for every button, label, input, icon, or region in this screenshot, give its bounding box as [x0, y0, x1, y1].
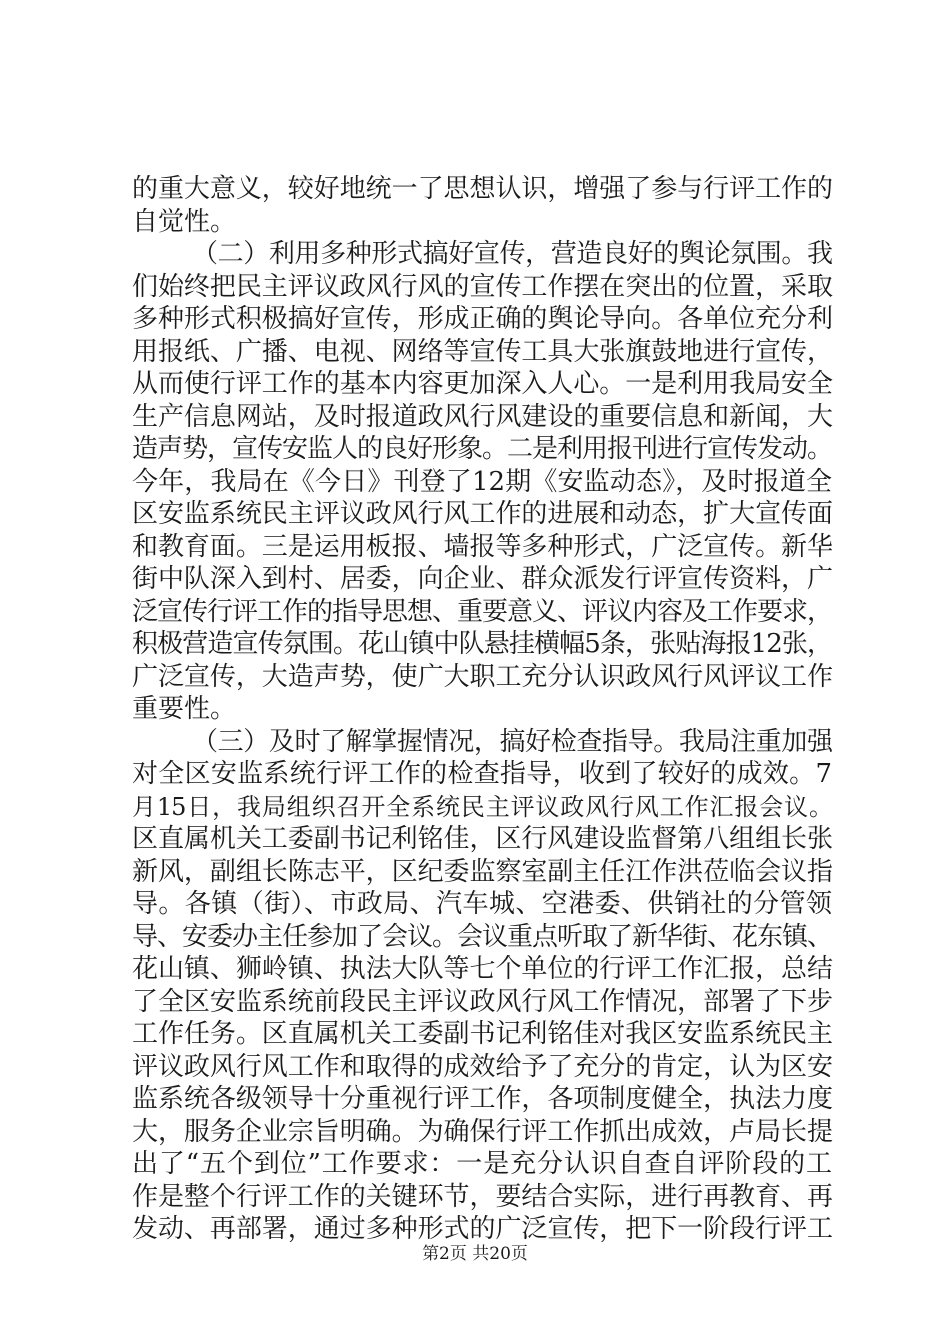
text-line: 工作任务。区直属机关工委副书记利铭佳对我区安监系统民主: [132, 1019, 832, 1049]
text-line: 造声势，宣传安监人的良好形象。二是利用报刊进行宣传发动。: [132, 434, 833, 464]
section-heading-line: （三）及时了解掌握情况，搞好检查指导。我局注重加强: [192, 726, 832, 757]
page-footer: 第2页 共20页: [422, 1244, 528, 1264]
text-line: 和教育面。三是运用板报、墙报等多种形式，广泛宣传。新华: [132, 531, 832, 562]
document-body: [132, 173, 832, 1246]
text-line: 积极营造宣传氛围。花山镇中队悬挂横幅5条，张贴海报12张，: [132, 629, 832, 659]
text-line: 从而使行评工作的基本内容更加深入人心。一是利用我局安全: [132, 369, 832, 399]
text-line: 作是整个行评工作的关键环节，要结合实际，进行再教育、再: [132, 1181, 832, 1212]
text-line: 多种形式积极搞好宣传，形成正确的舆论导向。各单位充分利: [132, 304, 832, 334]
text-line: 月15日，我局组织召开全系统民主评议政风行风工作汇报会议。: [132, 792, 832, 821]
text-line: 发动、再部署，通过多种形式的广泛宣传，把下一阶段行评工: [132, 1214, 832, 1244]
text-line: 区安监系统民主评议政风行风工作的进展和动态，扩大宣传面: [132, 499, 832, 529]
text-line: 新风，副组长陈志平，区纪委监察室副主任江作洪莅临会议指: [132, 856, 832, 887]
text-line: 街中队深入到村、居委，向企业、群众派发行评宣传资料，广: [132, 564, 832, 594]
text-line: 导。各镇（街）、市政局、汽车城、空港委、供销社的分管领: [132, 889, 832, 919]
text-line: 的重大意义，较好地统一了思想认识，增强了参与行评工作的: [132, 174, 832, 204]
text-line: 们始终把民主评议政风行风的宣传工作摆在突出的位置，采取: [132, 271, 832, 302]
text-line: 评议政风行风工作和取得的成效给予了充分的肯定，认为区安: [132, 1051, 832, 1082]
text-line: 重要性。: [132, 694, 237, 724]
text-line: 泛宣传行评工作的指导思想、重要意义、评议内容及工作要求，: [132, 596, 833, 627]
text-line: 对全区安监系统行评工作的检查指导，收到了较好的成效。7: [132, 759, 832, 789]
text-line: 生产信息网站，及时报道政风行风建设的重要信息和新闻，大: [132, 401, 832, 432]
text-line: 今年，我局在《今日》刊登了12期《安监动态》，及时报道全: [132, 466, 832, 497]
section-heading-line: （二）利用多种形式搞好宣传，营造良好的舆论氛围。我: [192, 239, 832, 269]
text-line: 监系统各级领导十分重视行评工作，各项制度健全，执法力度: [132, 1084, 832, 1114]
text-line: 出了“五个到位”工作要求：一是充分认识自查自评阶段的工: [132, 1149, 832, 1179]
text-line: 大，服务企业宗旨明确。为确保行评工作抓出成效，卢局长提: [132, 1116, 832, 1147]
text-line: 自觉性。: [132, 206, 237, 237]
text-line: 花山镇、狮岭镇、执法大队等七个单位的行评工作汇报，总结: [132, 954, 832, 984]
text-line: 区直属机关工委副书记利铭佳，区行风建设监督第八组组长张: [132, 824, 832, 854]
text-line: 导、安委办主任参加了会议。会议重点听取了新华街、花东镇、: [132, 921, 833, 952]
text-line: 用报纸、广播、电视、网络等宣传工具大张旗鼓地进行宣传，: [132, 336, 832, 367]
text-line: 了全区安监系统前段民主评议政风行风工作情况，部署了下步: [132, 986, 832, 1017]
text-line: 广泛宣传，大造声势，使广大职工充分认识政风行风评议工作: [132, 661, 832, 692]
